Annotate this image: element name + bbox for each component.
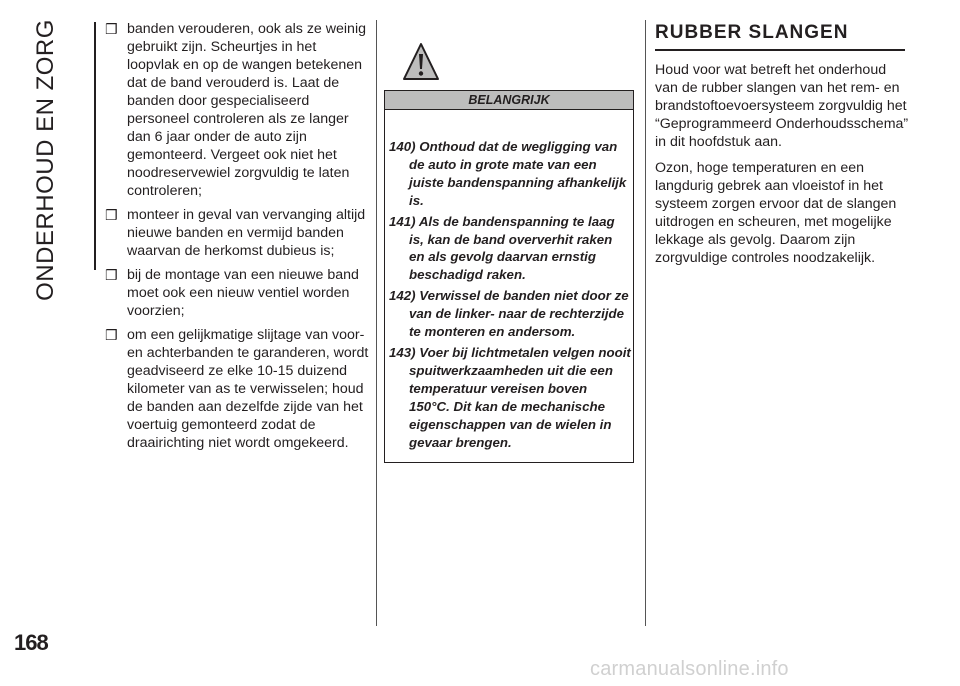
column-divider-1 [376,20,377,626]
list-item-text: banden verouderen, ook als ze weinig gebruikt zijn. Scheurtjes in het loopvlak en op de wangen betekenen dat de band verouderd is. Laat de banden door gespecialiseerd personeel controleren als ze langer dan 6 jaar onder de auto zijn gemonteerd. Vergeet ook niet het noodreservewiel zorgvuldig te laten controleren; [127,21,366,199]
warning-item: 141) Als de bandenspanning te laag is, kan de band oververhit raken en als gevolg daarvan ernstig beschadigd raken. [389,213,615,283]
list-item [103,266,369,320]
chapter-title [12,19,82,301]
tire-care-column [103,20,369,458]
warning-list [389,138,631,454]
checkbox-bullet-icon: ❒ [105,267,118,283]
warning-item: 142) Verwissel de banden niet door ze van de linker- naar de rechterzijde te monteren en andersom. [389,288,629,340]
chapter-divider [94,22,96,270]
page-number: 168 [14,630,48,655]
chapter-title-text: ONDERHOUD EN ZORG [32,19,59,301]
checkbox-bullet-icon: ❒ [105,327,118,343]
rubber-hoses-section [655,20,910,275]
section-heading: RUBBER SLANGEN [655,22,849,43]
paragraph: Houd voor wat betreft het onderhoud van de rubber slangen van het rem- en brandstoftoevoersysteem zorgvuldig het “Geprogrammeerd Onderhoudsschema” in dit hoofdstuk aan. [655,62,909,150]
heading-underline [655,49,905,51]
column-divider-2 [645,20,646,626]
list-item-text: om een gelijkmatige slijtage van voor- en achterbanden te garanderen, wordt geadviseerd ze elke 10-15 duizend kilometer van as te verwisselen; houd de banden aan dezelfde zijde van het voertuig gemonteerd zodat de draairichting niet wordt omgekeerd. [127,327,369,451]
list-item [103,20,369,200]
warning-item: 140) Onthoud dat de wegligging van de auto in grote mate van een juiste bandenspanning afhankelijk is. [389,139,627,208]
list-item [103,206,369,260]
warning-item: 143) Voer bij lichtmetalen velgen nooit spuitwerkzaamheden uit die een temperatuur vereisen boven 150°C. Dit kan de mechanische eigenschappen van de wielen in gevaar brengen. [389,344,631,450]
list-item [103,326,369,452]
watermark: carmanualsonline.info [590,658,789,680]
important-banner: BELANGRIJK [384,90,634,110]
checkbox-bullet-icon: ❒ [105,21,118,37]
paragraph: Ozon, hoge temperaturen en een langdurig gebrek aan vloeistof in het systeem zorgen ervoor dat de slangen uitdrogen en scheuren, met mogelijke lekkage als gevolg. Daarom zijn zorgvuldige controles noodzakelijk. [655,160,897,266]
list-item-text: bij de montage van een nieuwe band moet ook een nieuw ventiel worden voorzien; [127,267,359,319]
list-item-text: monteer in geval van vervanging altijd nieuwe banden en vermijd banden waarvan de herkomst dubieus is; [127,207,366,259]
checkbox-bullet-icon: ❒ [105,207,118,223]
warning-triangle-icon [402,42,440,82]
